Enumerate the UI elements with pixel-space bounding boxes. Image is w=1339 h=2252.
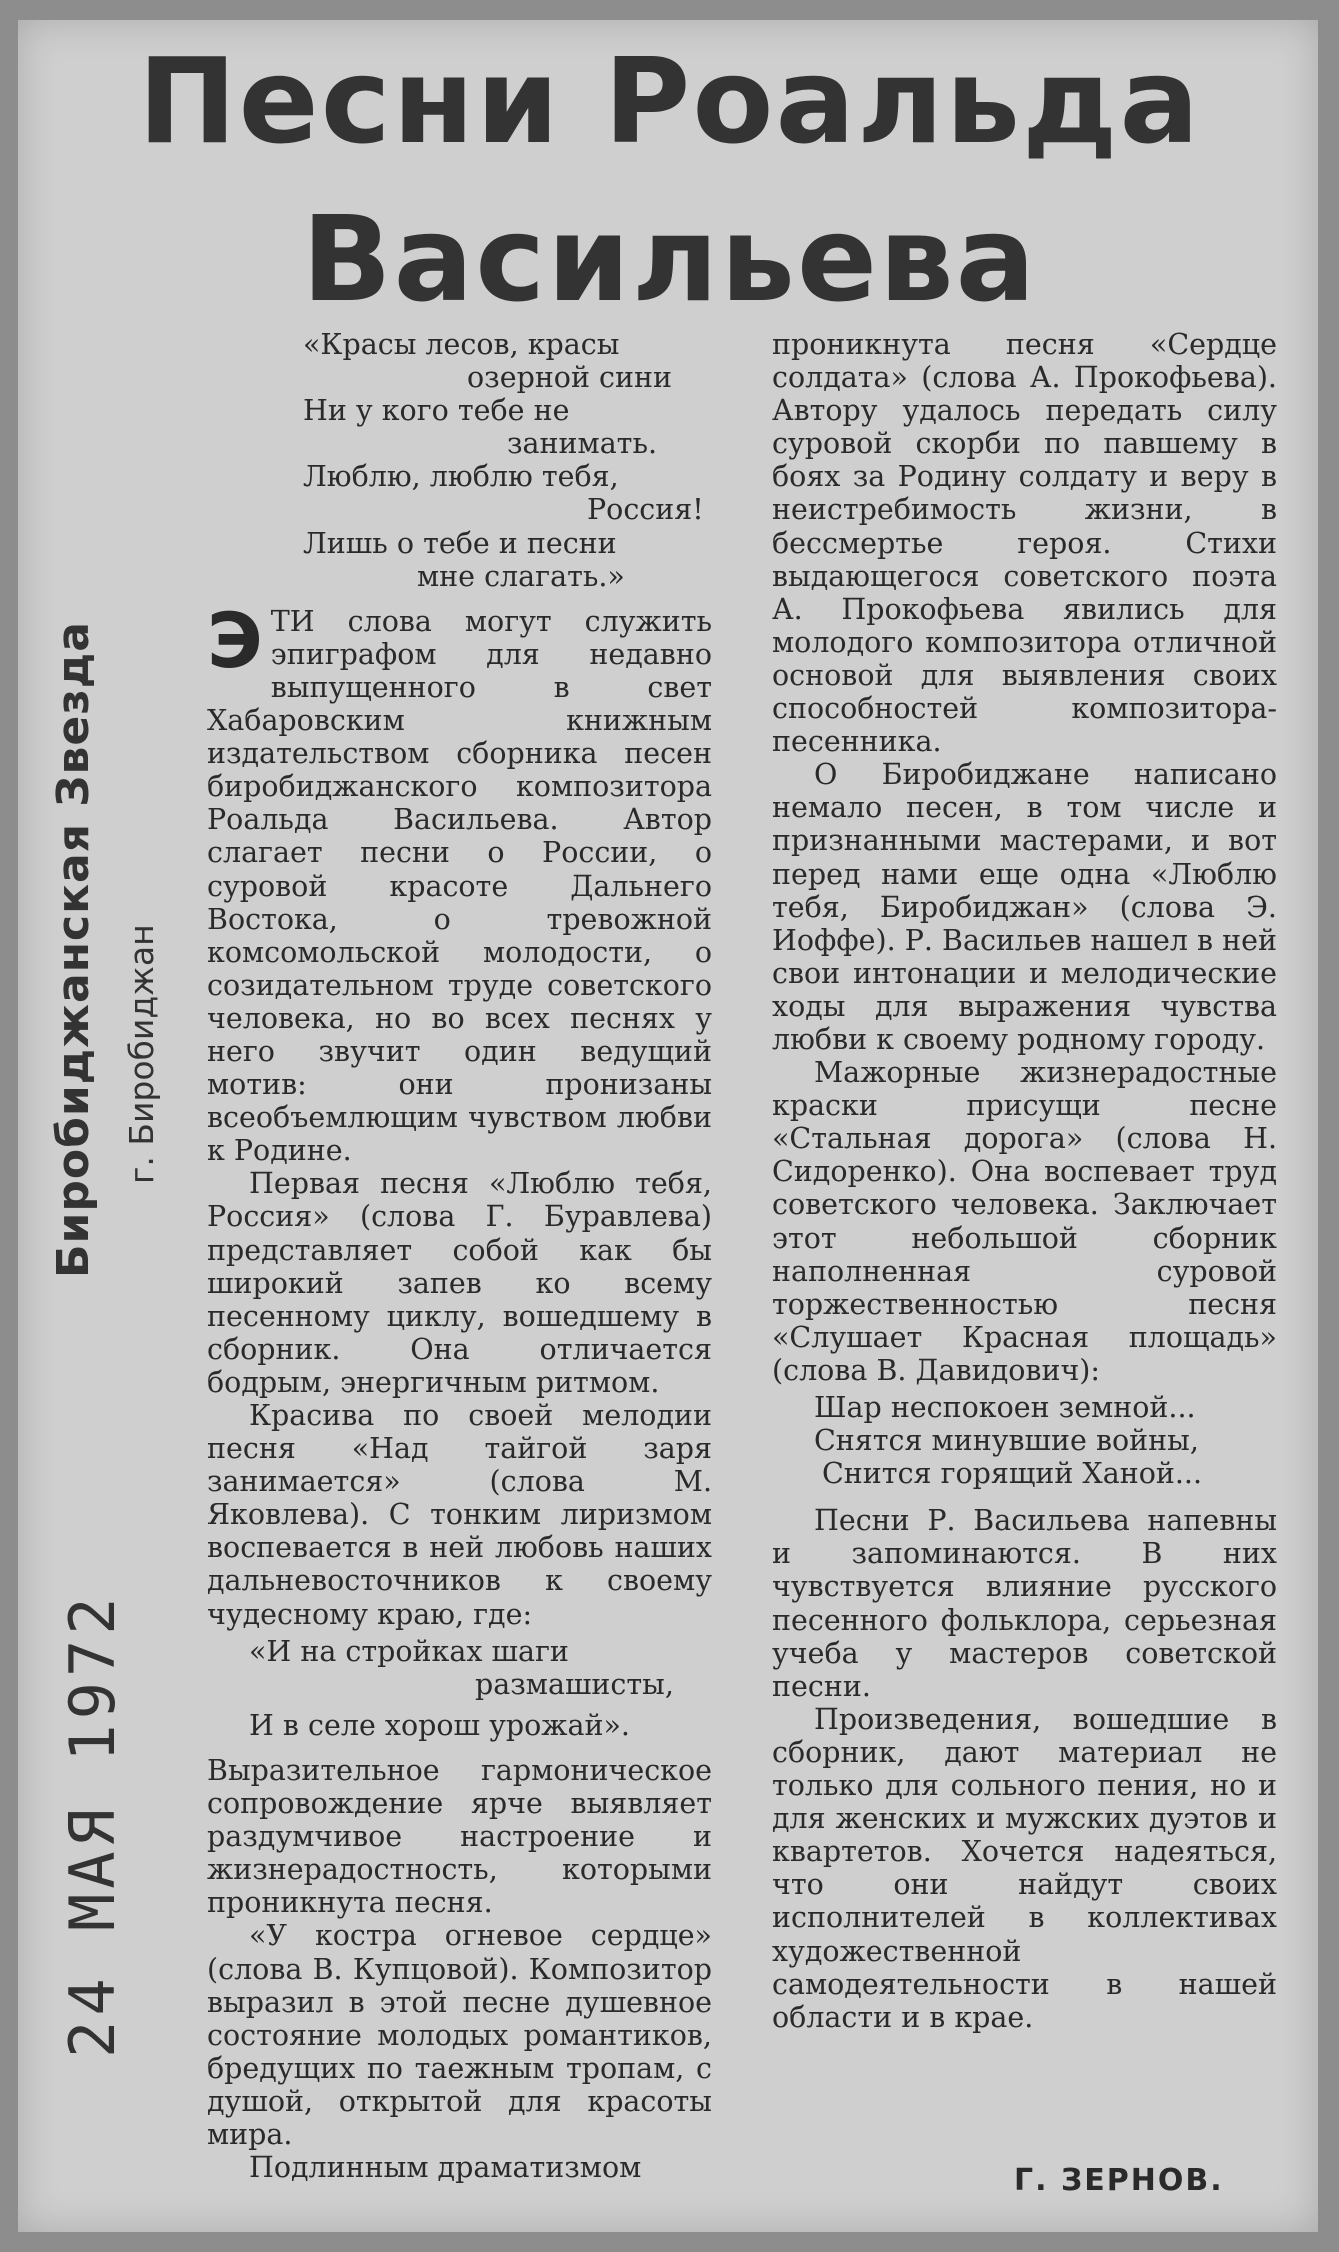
article-title-line-1: Песни Роальда xyxy=(137,32,1202,170)
paragraph xyxy=(207,595,712,1168)
epigraph xyxy=(207,328,712,593)
epigraph-line: Россия! xyxy=(587,493,704,527)
paragraph: Подлинным драматизмом xyxy=(249,2151,642,2185)
paragraph: Выразительное гармоническое сопровождение ярче выявляет раздумчивое настроение и жизнерадостность, которыми проникнута песня. xyxy=(207,1753,712,1920)
newspaper-name-stamp: Биробиджанская Звезда xyxy=(48,620,99,1278)
paragraph: Произведения, вошедшие в сборник, дают материал не только для сольного пения, но и для женских и мужских дуэтов и квартетов. Хочется надеяться, что они найдут своих исполнителей в коллективах художественной самодеятельности в нашей области и в крае. xyxy=(772,1702,1277,2034)
epigraph-line: Лишь о тебе и песни xyxy=(303,526,617,560)
quoted-verse xyxy=(772,1391,1277,1490)
drop-cap: Э xyxy=(207,595,263,685)
verse-line: И в селе хорош урожай». xyxy=(249,1708,630,1742)
epigraph-line: озерной сини xyxy=(467,361,672,395)
paragraph: проникнута песня «Сердце солдата» (слова А. Прокофьева). Автору удалось передать силу суровой скорби по павшему в боях за Родину солдату и веру в неистребимость жизни, в бессмертье героя. Стихи выдающегося советского поэта А. Прокофьева явились для молодого композитора отличной основой для выявления своих способностей композитора-песенника. xyxy=(772,328,1277,759)
paragraph: Красива по своей мелодии песня «Над тайгой заря занимается» (слова М. Яковлева). С тонким лиризмом воспевается в ней любовь наших дальневосточников к своему чудесному краю, где: xyxy=(207,1399,712,1631)
date-stamp: 24 МАЯ 1972 xyxy=(56,1592,129,2058)
paragraph: Первая песня «Люблю тебя, Россия» (слова Г. Буравлева) представляет собой как бы широкий запев ко всему песенному циклу, вошедшему в сборник. Она отличается бодрым, энергичным ритмом. xyxy=(207,1167,712,1399)
city-stamp: г. Биробиджан xyxy=(122,924,161,1184)
epigraph-line: мне слагать.» xyxy=(417,559,625,593)
paragraph: «У костра огневое сердце» (слова В. Купцовой). Композитор выразил в этой песне душевное состояние молодых романтиков, бредущих по таежным тропам, с душой, открытой для красоты мира. xyxy=(207,1919,712,2151)
verse-line: размашисты, xyxy=(475,1667,674,1701)
paragraph: Песни Р. Васильева напевны и запоминаются. В них чувствуется влияние русского песенного фольклора, серьезная учеба у мастеров советской песни. xyxy=(772,1504,1277,1703)
paragraph: Мажорные жизнерадостные краски присущи песне «Стальная дорога» (слова Н. Сидоренко). Она воспевает труд советского человека. Заключает этот небольшой сборник наполненная суровой торжественностью песня «Слушает Красная площадь» (слова В. Давидович): xyxy=(772,1056,1277,1387)
article-title-line-2: Васильева xyxy=(301,190,1038,328)
author-signature: Г. ЗЕРНОВ. xyxy=(1014,2163,1224,2198)
right-column xyxy=(772,328,1277,2034)
epigraph-line: «Красы лесов, красы xyxy=(303,328,620,361)
verse-line: Снятся минувшие войны, xyxy=(814,1424,1199,1458)
paragraph: О Биробиджане написано немало песен, в том числе и признанными мастерами, и вот перед нами еще одна «Люблю тебя, Биробиджан» (слова Э. Иоффе). Р. Васильев нашел в ней свои интонации и мелодические ходы для выражения чувства любви к своему родному городу. xyxy=(772,758,1277,1056)
epigraph-line: Люблю, люблю тебя, xyxy=(303,460,619,494)
verse-line: Снится горящий Ханой... xyxy=(822,1457,1203,1491)
left-column xyxy=(207,328,712,2184)
quoted-verse xyxy=(207,1635,712,1742)
paragraph-text: ТИ слова могут служить эпиграфом для недавно выпущенного в свет Хабаровским книжным издательством сборника песен биробиджанского композитора Роальда Васильева. Автор слагает песни о России, о суровой красоте Дальнего Востока, о тревожной комсомольской молодости, о созидательном труде советского человека, но во всех песнях у него звучит один ведущий мотив: они пронизаны всеобъемлющим чувством любви к Родине. xyxy=(207,604,712,1168)
verse-line: «И на стройках шаги xyxy=(249,1634,569,1668)
epigraph-line: занимать. xyxy=(507,427,658,461)
epigraph-line: Ни у кого тебе не xyxy=(303,394,570,428)
verse-line: Шар неспокоен земной... xyxy=(814,1391,1196,1424)
